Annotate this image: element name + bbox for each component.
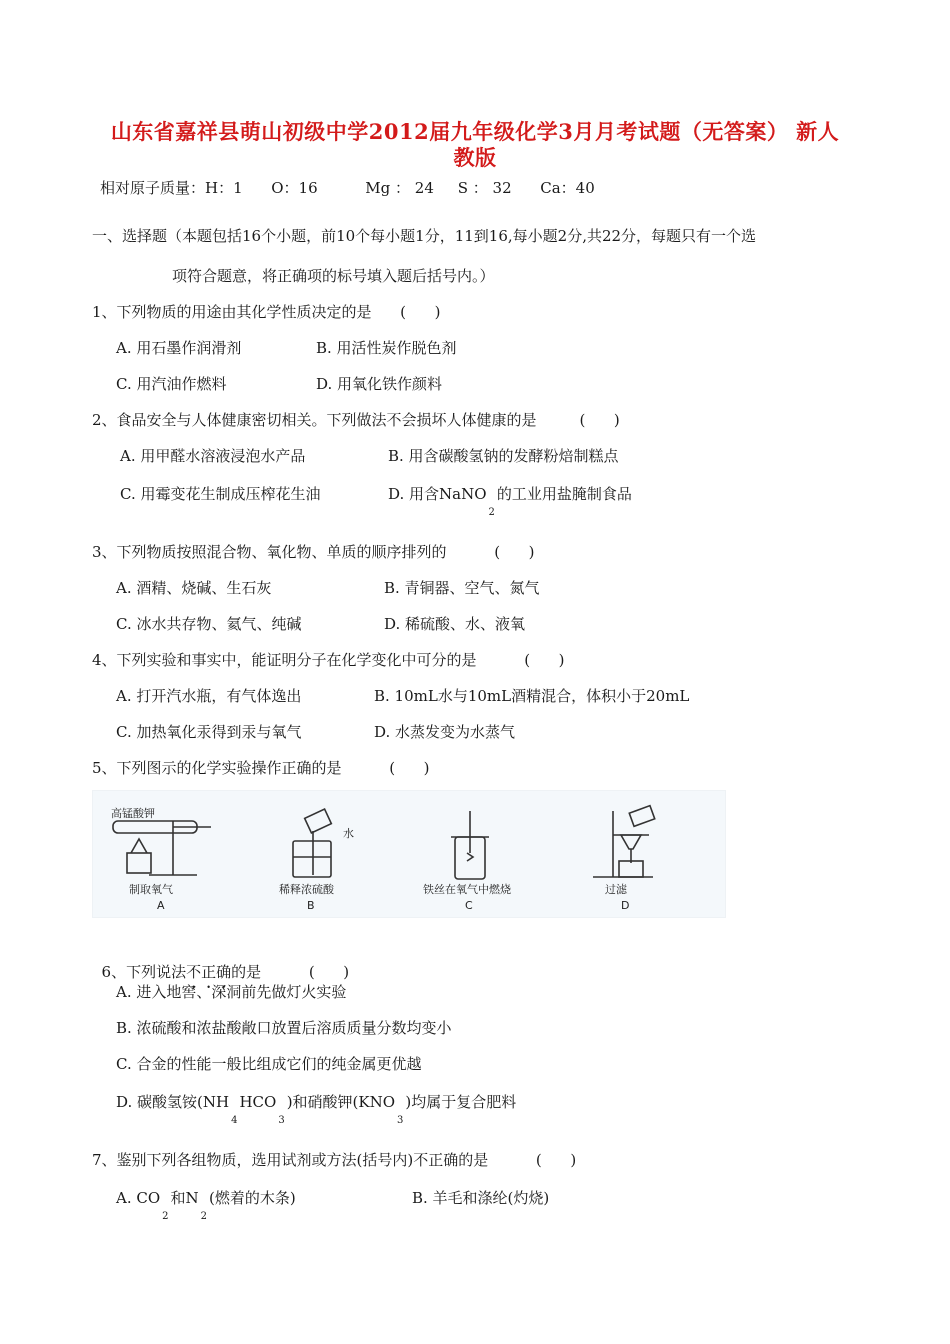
figure-water-label: 水: [343, 827, 354, 840]
stem-text: 6、下列说法: [101, 963, 187, 981]
question-4-option-d: D. 水蒸发变为水蒸气: [374, 723, 516, 741]
lab-operations-figure: [92, 790, 726, 918]
question-1-option-b: B. 用活性炭作脱色剂: [316, 339, 457, 357]
option-text: D. 用含NaNO: [388, 485, 487, 503]
question-3-option-a: A. 酒精、烧碱、生石灰: [116, 579, 272, 597]
emphasis-char: 确: [216, 963, 232, 981]
option-text: )均属于复合肥料: [405, 1093, 517, 1111]
question-2-option-c: C. 用霉变花生制成压榨花生油: [120, 485, 321, 503]
subscript: 2: [200, 1211, 208, 1222]
apparatus-b-icon: [293, 809, 331, 877]
apparatus-d-icon: [593, 806, 655, 877]
caption-a: 制取氧气: [129, 883, 173, 896]
option-text: (燃着的木条): [209, 1189, 296, 1207]
question-2-option-d: [388, 484, 632, 518]
subscript: 2: [162, 1211, 169, 1222]
question-3-option-b: B. 青铜器、空气、氮气: [384, 579, 540, 597]
option-text: HCO: [239, 1093, 277, 1111]
question-1-option-c: C. 用汽油作燃料: [116, 375, 227, 393]
option-text: 和N: [170, 1189, 199, 1207]
letter-b: B: [307, 899, 315, 912]
option-text: 的工业用盐腌制食品: [496, 485, 632, 503]
question-6-option-b: B. 浓硫酸和浓盐酸敞口放置后溶质质量分数均变小: [116, 1019, 452, 1037]
letter-a: A: [157, 899, 165, 912]
question-2-option-a: A. 用甲醛水溶液浸泡水产品: [120, 447, 306, 465]
question-2-option-b: B. 用含碳酸氢钠的发酵粉焙制糕点: [388, 447, 619, 465]
letter-c: C: [465, 899, 473, 912]
question-4-option-a: A. 打开汽水瓶，有气体逸出: [116, 687, 302, 705]
question-7-option-a: [116, 1188, 296, 1222]
option-text: D. 碳酸氢铵(NH: [116, 1093, 230, 1111]
question-3-option-c: C. 冰水共存物、氦气、纯碱: [116, 615, 302, 633]
caption-d: 过滤: [605, 883, 627, 896]
question-5-stem: 5、下列图示的化学实验操作正确的是 ( ): [92, 759, 430, 777]
question-6-stem: [92, 942, 349, 982]
question-1-option-a: A. 用石墨作润滑剂: [116, 339, 242, 357]
letter-d: D: [621, 899, 630, 912]
apparatus-a-icon: [113, 821, 211, 875]
emphasis-char: 正: [201, 963, 217, 981]
apparatus-c-icon: [451, 811, 489, 879]
subscript: 3: [397, 1115, 404, 1126]
section-instructions-continued: 项符合题意，将正确项的标号填入题后括号内。）: [172, 267, 495, 285]
subscript: 4: [231, 1115, 238, 1126]
question-4-option-b: B. 10mL水与10mL酒精混合，体积小于20mL: [374, 687, 690, 705]
section-instructions: 一、选择题（本题包括16个小题，前10个每小题1分，11到16,每小题2分,共22分，每题只有一个选: [92, 227, 757, 245]
page-title-continued: 教版: [453, 145, 497, 170]
option-text: A. CO: [116, 1189, 161, 1207]
question-7-option-b: B. 羊毛和涤纶(灼烧): [412, 1189, 550, 1207]
page-title: 山东省嘉祥县萌山初级中学2012届九年级化学3月月考试题（无答案） 新人: [110, 119, 840, 144]
question-1-stem: 1、下列物质的用途由其化学性质决定的是 ( ): [92, 303, 441, 321]
subscript: 2: [488, 507, 495, 518]
caption-b: 稀释浓硫酸: [279, 883, 334, 896]
caption-c: 铁丝在氧气中燃烧: [423, 883, 511, 896]
figure-top-label: 高锰酸钾: [111, 807, 155, 820]
question-2-stem: 2、食品安全与人体健康密切相关。下列做法不会损坏人体健康的是 ( ): [92, 411, 620, 429]
question-3-option-d: D. 稀硫酸、水、液氧: [384, 615, 526, 633]
question-6-option-a: A. 进入地窖、深洞前先做灯火实验: [116, 983, 347, 1001]
option-text: )和硝酸钾(KNO: [286, 1093, 396, 1111]
question-7-stem: 7、鉴别下列各组物质，选用试剂或方法(括号内)不正确的是 ( ): [92, 1151, 577, 1169]
question-3-stem: 3、下列物质按照混合物、氧化物、单质的顺序排列的 ( ): [92, 543, 535, 561]
emphasis-char: 不: [186, 963, 202, 981]
question-4-option-c: C. 加热氧化汞得到汞与氧气: [116, 723, 302, 741]
subscript: 3: [278, 1115, 285, 1126]
atomic-masses: 相对原子质量：H：1 O：16 Mg ： 24 S ： 32 Ca：40: [100, 179, 595, 197]
question-1-option-d: D. 用氧化铁作颜料: [316, 375, 443, 393]
stem-text: 的是 ( ): [231, 963, 350, 981]
question-6-option-d: [116, 1092, 517, 1126]
question-6-option-c: C. 合金的性能一般比组成它们的纯金属更优越: [116, 1055, 422, 1073]
question-4-stem: 4、下列实验和事实中，能证明分子在化学变化中可分的是 ( ): [92, 651, 565, 669]
